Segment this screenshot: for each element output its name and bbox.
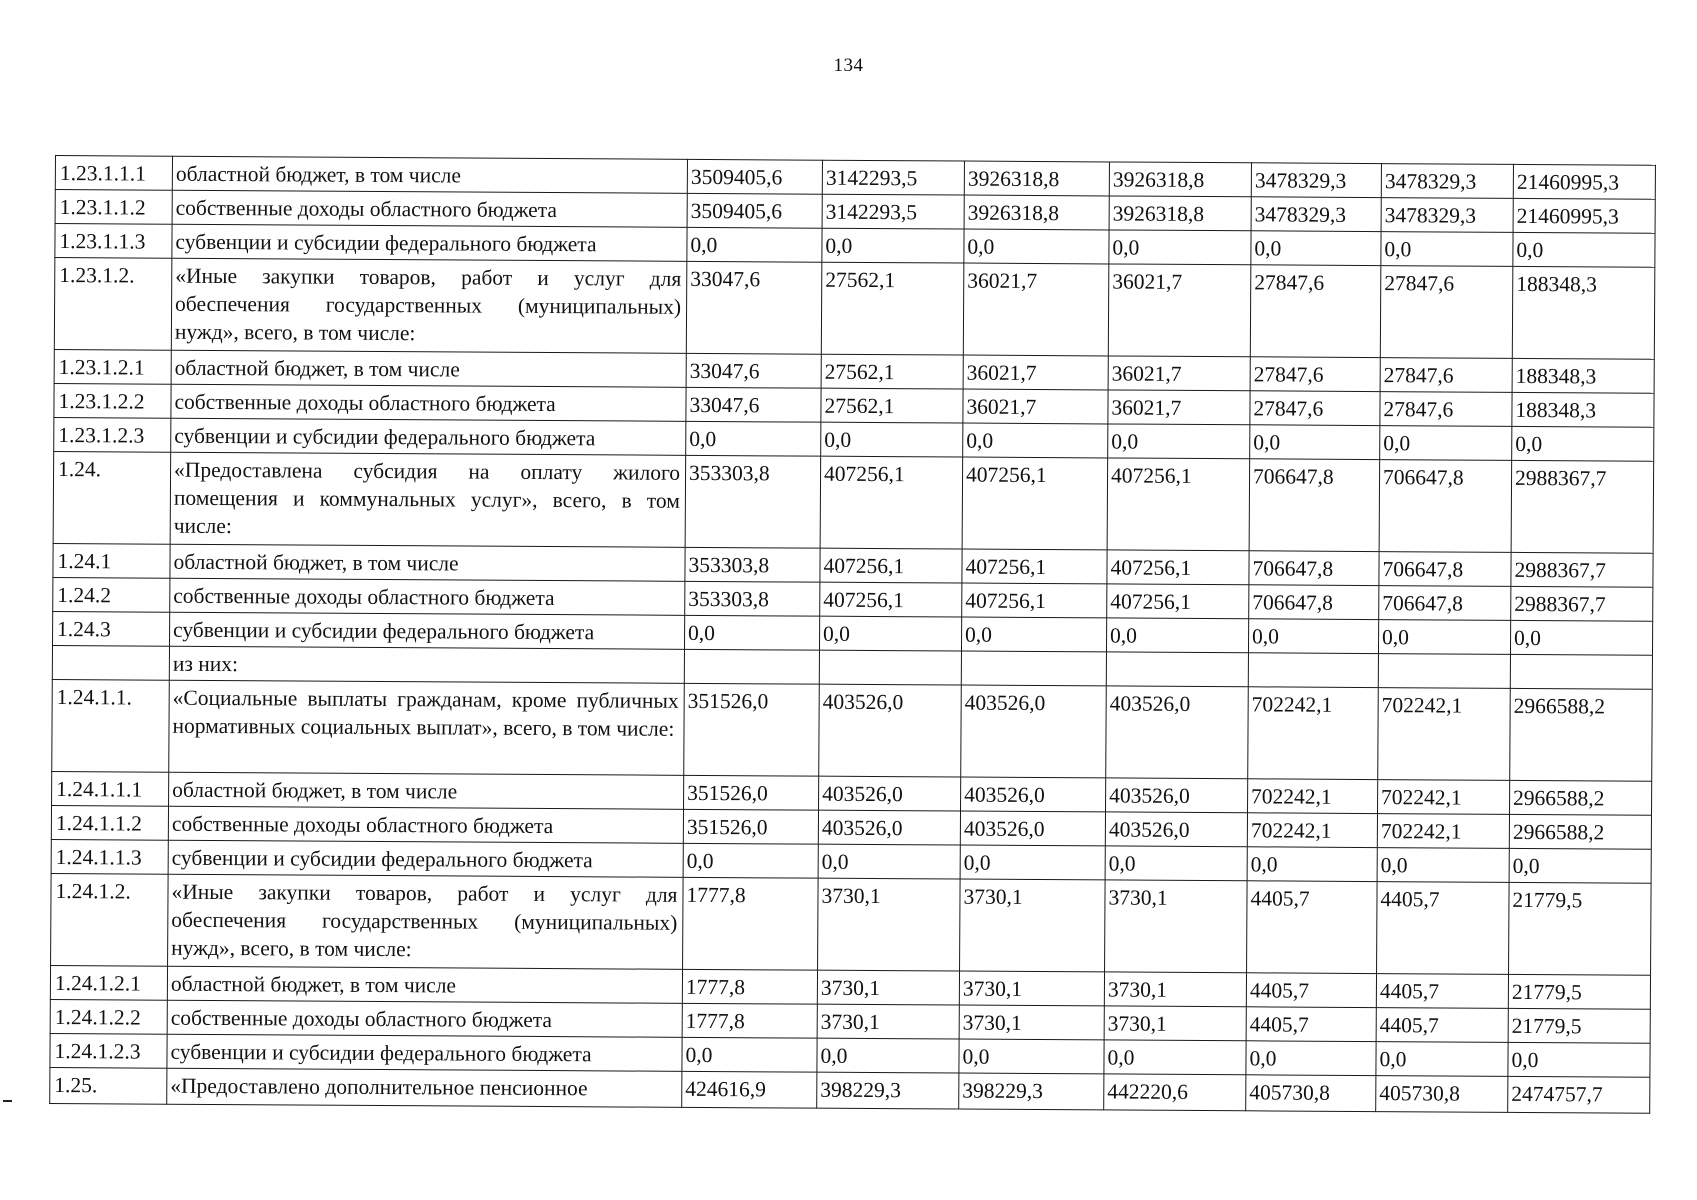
row-code: 1.24.1.1.2 — [51, 805, 168, 840]
value-cell: 0,0 — [682, 1037, 817, 1072]
value-cell: 351526,0 — [683, 809, 818, 844]
value-cell: 33047,6 — [686, 387, 821, 422]
value-cell: 3730,1 — [959, 1005, 1104, 1040]
row-description: «Иные закупки товаров, работ и услуг для обеспечения государственных (муниципальных) нужд», всего, в том числе: — [171, 258, 687, 353]
value-cell: 351526,0 — [684, 683, 820, 776]
total-cell: 2966588,2 — [1510, 688, 1653, 781]
row-description: субвенции и субсидии федерального бюджета — [167, 1034, 682, 1071]
row-code: 1.24.2 — [53, 577, 170, 612]
value-cell — [1378, 654, 1510, 689]
value-cell: 407256,1 — [962, 457, 1108, 550]
value-cell: 3926318,8 — [1109, 196, 1251, 231]
value-cell: 702242,1 — [1378, 780, 1510, 815]
value-cell: 407256,1 — [820, 456, 963, 549]
value-cell: 3730,1 — [1104, 1006, 1246, 1041]
value-cell: 351526,0 — [684, 775, 819, 810]
row-code: 1.23.1.2.1 — [54, 349, 171, 384]
value-cell: 3509405,6 — [687, 159, 822, 194]
total-cell: 2988367,7 — [1511, 586, 1653, 621]
value-cell: 4405,7 — [1376, 1008, 1508, 1043]
value-cell: 27847,6 — [1380, 358, 1512, 393]
value-cell: 0,0 — [1381, 232, 1513, 267]
value-cell: 27562,1 — [821, 262, 964, 355]
value-cell: 702242,1 — [1247, 813, 1377, 848]
margin-mark — [3, 1100, 12, 1102]
budget-table — [49, 155, 1656, 1114]
value-cell: 1777,8 — [683, 877, 819, 970]
value-cell: 403526,0 — [1106, 686, 1249, 779]
row-code: 1.23.1.2. — [54, 258, 172, 351]
value-cell: 36021,7 — [1108, 264, 1251, 357]
value-cell: 0,0 — [819, 616, 961, 651]
value-cell: 4405,7 — [1377, 882, 1510, 975]
value-cell: 27847,6 — [1250, 265, 1381, 358]
table-row — [53, 451, 1654, 553]
table-row — [52, 679, 1653, 781]
row-description: субвенции и субсидии федерального бюджета — [172, 224, 687, 261]
row-code: 1.24.3 — [53, 611, 170, 646]
value-cell: 0,0 — [821, 422, 963, 457]
row-code: 1.23.1.1.2 — [55, 190, 172, 225]
row-code — [52, 645, 169, 680]
row-description: собственные доходы областного бюджета — [171, 384, 686, 421]
row-description: собственные доходы областного бюджета — [168, 806, 683, 843]
row-code: 1.24.1.2. — [51, 873, 169, 966]
value-cell: 3730,1 — [960, 879, 1106, 972]
value-cell: 0,0 — [959, 1039, 1104, 1074]
total-cell: 0,0 — [1512, 426, 1654, 461]
value-cell: 403526,0 — [1105, 812, 1247, 847]
total-cell: 2474757,7 — [1508, 1076, 1650, 1113]
value-cell: 407256,1 — [1107, 458, 1250, 551]
value-cell: 3142293,5 — [822, 160, 964, 195]
row-code: 1.23.1.2.3 — [54, 417, 171, 452]
value-cell: 353303,8 — [685, 547, 820, 582]
value-cell: 403526,0 — [819, 684, 962, 777]
value-cell: 0,0 — [1250, 425, 1380, 460]
value-cell: 405730,8 — [1246, 1075, 1376, 1112]
row-description: собственные доходы областного бюджета — [170, 578, 685, 615]
value-cell: 3926318,8 — [964, 195, 1109, 230]
row-description: областной бюджет, в том числе — [171, 350, 686, 387]
value-cell: 702242,1 — [1248, 779, 1378, 814]
value-cell: 706647,8 — [1379, 552, 1511, 587]
value-cell: 27847,6 — [1380, 392, 1512, 427]
value-cell: 36021,7 — [1108, 356, 1250, 391]
value-cell: 3478329,3 — [1381, 164, 1513, 199]
value-cell: 3730,1 — [1104, 972, 1246, 1007]
row-description: субвенции и субсидии федерального бюджета — [168, 840, 683, 877]
value-cell: 0,0 — [817, 1038, 959, 1073]
value-cell: 33047,6 — [686, 261, 822, 354]
value-cell: 3478329,3 — [1251, 197, 1381, 232]
value-cell: 403526,0 — [819, 776, 961, 811]
value-cell: 3730,1 — [817, 1004, 959, 1039]
value-cell: 0,0 — [1377, 848, 1509, 883]
total-cell — [1510, 654, 1652, 689]
value-cell: 0,0 — [683, 843, 818, 878]
value-cell: 403526,0 — [960, 811, 1105, 846]
value-cell: 0,0 — [1109, 230, 1251, 265]
row-code: 1.24.1.2.2 — [50, 999, 167, 1034]
value-cell: 0,0 — [822, 228, 964, 263]
value-cell: 27847,6 — [1250, 357, 1380, 392]
table-row — [54, 258, 1655, 360]
value-cell: 3478329,3 — [1381, 198, 1513, 233]
value-cell: 36021,7 — [963, 263, 1109, 356]
row-description: «Предоставлена субсидия на оплату жилого помещения и коммунальных услуг», всего, в том числе: — [170, 452, 686, 547]
value-cell: 0,0 — [1108, 424, 1250, 459]
total-cell: 2988367,7 — [1511, 460, 1654, 553]
value-cell: 0,0 — [961, 617, 1106, 652]
value-cell: 403526,0 — [1106, 778, 1248, 813]
total-cell: 21460995,3 — [1513, 164, 1655, 199]
table-row — [51, 873, 1652, 975]
value-cell: 407256,1 — [962, 549, 1107, 584]
value-cell: 3478329,3 — [1251, 163, 1381, 198]
row-description: областной бюджет, в том числе — [172, 156, 687, 193]
value-cell: 706647,8 — [1249, 551, 1379, 586]
value-cell: 405730,8 — [1376, 1076, 1508, 1113]
row-code: 1.23.1.1.3 — [55, 224, 172, 259]
value-cell: 0,0 — [686, 421, 821, 456]
value-cell: 3509405,6 — [687, 193, 822, 228]
value-cell: 706647,8 — [1379, 460, 1512, 553]
value-cell — [1106, 652, 1248, 687]
row-description: областной бюджет, в том числе — [169, 772, 684, 809]
value-cell: 27847,6 — [1380, 266, 1513, 359]
value-cell: 0,0 — [1105, 846, 1247, 881]
total-cell: 188348,3 — [1512, 392, 1654, 427]
value-cell: 0,0 — [1106, 618, 1248, 653]
value-cell: 0,0 — [1246, 1041, 1376, 1076]
value-cell: 398229,3 — [817, 1072, 959, 1109]
value-cell — [684, 649, 819, 684]
row-description: областной бюджет, в том числе — [170, 544, 685, 581]
value-cell: 424616,9 — [682, 1071, 817, 1108]
row-code: 1.24.1.2.3 — [50, 1033, 167, 1068]
row-description: субвенции и субсидии федерального бюджета — [170, 612, 685, 649]
value-cell: 0,0 — [1380, 426, 1512, 461]
row-description: областной бюджет, в том числе — [167, 966, 682, 1003]
value-cell: 407256,1 — [820, 582, 962, 617]
total-cell: 21460995,3 — [1513, 198, 1655, 233]
value-cell: 27562,1 — [821, 354, 963, 389]
total-cell: 21779,5 — [1508, 974, 1650, 1009]
value-cell: 4405,7 — [1247, 881, 1378, 974]
value-cell: 3730,1 — [818, 878, 961, 971]
row-code: 1.24.1.2.1 — [50, 965, 167, 1000]
page-number: 134 — [833, 55, 864, 76]
value-cell — [1248, 653, 1378, 688]
total-cell: 188348,3 — [1512, 358, 1654, 393]
value-cell: 36021,7 — [963, 355, 1108, 390]
row-code: 1.23.1.2.2 — [54, 383, 171, 418]
total-cell: 0,0 — [1509, 848, 1651, 883]
row-description: субвенции и субсидии федерального бюджета — [171, 418, 686, 455]
total-cell: 0,0 — [1508, 1042, 1650, 1077]
value-cell: 27562,1 — [821, 388, 963, 423]
value-cell: 4405,7 — [1246, 1007, 1376, 1042]
value-cell — [961, 651, 1106, 686]
value-cell: 403526,0 — [961, 685, 1107, 778]
value-cell: 353303,8 — [685, 581, 820, 616]
value-cell: 407256,1 — [820, 548, 962, 583]
value-cell: 0,0 — [1378, 620, 1510, 655]
value-cell: 0,0 — [687, 227, 822, 262]
row-description: из них: — [169, 646, 684, 683]
row-code: 1.24.1.1.3 — [51, 839, 168, 874]
total-cell: 2966588,2 — [1509, 814, 1651, 849]
value-cell: 33047,6 — [686, 353, 821, 388]
total-cell: 0,0 — [1513, 232, 1655, 267]
value-cell: 3926318,8 — [964, 161, 1109, 196]
row-code: 1.25. — [50, 1067, 167, 1104]
value-cell: 0,0 — [1104, 1040, 1246, 1075]
value-cell: 706647,8 — [1379, 586, 1511, 621]
row-description: «Социальные выплаты гражданам, кроме публичных нормативных социальных выплат», всего, в том числе: — [169, 680, 685, 775]
value-cell: 353303,8 — [685, 455, 821, 548]
value-cell: 403526,0 — [961, 777, 1106, 812]
value-cell: 1777,8 — [682, 1003, 817, 1038]
total-cell: 0,0 — [1510, 620, 1652, 655]
value-cell: 702242,1 — [1248, 687, 1379, 780]
value-cell: 0,0 — [684, 615, 819, 650]
row-description: «Предоставлено дополнительное пенсионное — [167, 1068, 682, 1107]
row-code: 1.23.1.1.1 — [55, 156, 172, 191]
value-cell: 407256,1 — [1107, 584, 1249, 619]
value-cell: 36021,7 — [963, 389, 1108, 424]
value-cell: 706647,8 — [1249, 585, 1379, 620]
value-cell: 0,0 — [1251, 231, 1381, 266]
row-description: «Иные закупки товаров, работ и услуг для обеспечения государственных (муниципальных) нужд», всего, в том числе: — [168, 874, 684, 969]
value-cell: 398229,3 — [959, 1073, 1104, 1110]
value-cell: 0,0 — [1376, 1042, 1508, 1077]
total-cell: 188348,3 — [1512, 266, 1655, 359]
value-cell: 3142293,5 — [822, 194, 964, 229]
value-cell — [819, 650, 961, 685]
value-cell: 4405,7 — [1246, 973, 1376, 1008]
total-cell: 21779,5 — [1509, 882, 1652, 975]
total-cell: 2988367,7 — [1511, 552, 1653, 587]
row-code: 1.24.1.1. — [52, 679, 170, 772]
row-code: 1.24.1.1.1 — [52, 771, 169, 806]
value-cell: 706647,8 — [1249, 459, 1380, 552]
value-cell: 702242,1 — [1377, 814, 1509, 849]
value-cell: 442220,6 — [1104, 1074, 1246, 1111]
value-cell: 0,0 — [960, 845, 1105, 880]
value-cell: 0,0 — [964, 229, 1109, 264]
value-cell: 3730,1 — [817, 970, 959, 1005]
value-cell: 27847,6 — [1250, 391, 1380, 426]
value-cell: 36021,7 — [1108, 390, 1250, 425]
value-cell: 407256,1 — [1107, 550, 1249, 585]
value-cell: 4405,7 — [1376, 974, 1508, 1009]
value-cell: 1777,8 — [682, 969, 817, 1004]
row-description: собственные доходы областного бюджета — [167, 1000, 682, 1037]
value-cell: 0,0 — [1248, 619, 1378, 654]
value-cell: 403526,0 — [818, 810, 960, 845]
value-cell: 702242,1 — [1378, 688, 1511, 781]
total-cell: 2966588,2 — [1509, 780, 1651, 815]
value-cell: 0,0 — [963, 423, 1108, 458]
total-cell: 21779,5 — [1508, 1008, 1650, 1043]
value-cell: 0,0 — [818, 844, 960, 879]
value-cell: 0,0 — [1247, 847, 1377, 882]
row-code: 1.24.1 — [53, 543, 170, 578]
value-cell: 3730,1 — [1105, 880, 1248, 973]
value-cell: 407256,1 — [962, 583, 1107, 618]
value-cell: 3926318,8 — [1109, 162, 1251, 197]
row-description: собственные доходы областного бюджета — [172, 190, 687, 227]
row-code: 1.24. — [53, 451, 171, 544]
value-cell: 3730,1 — [959, 971, 1104, 1006]
